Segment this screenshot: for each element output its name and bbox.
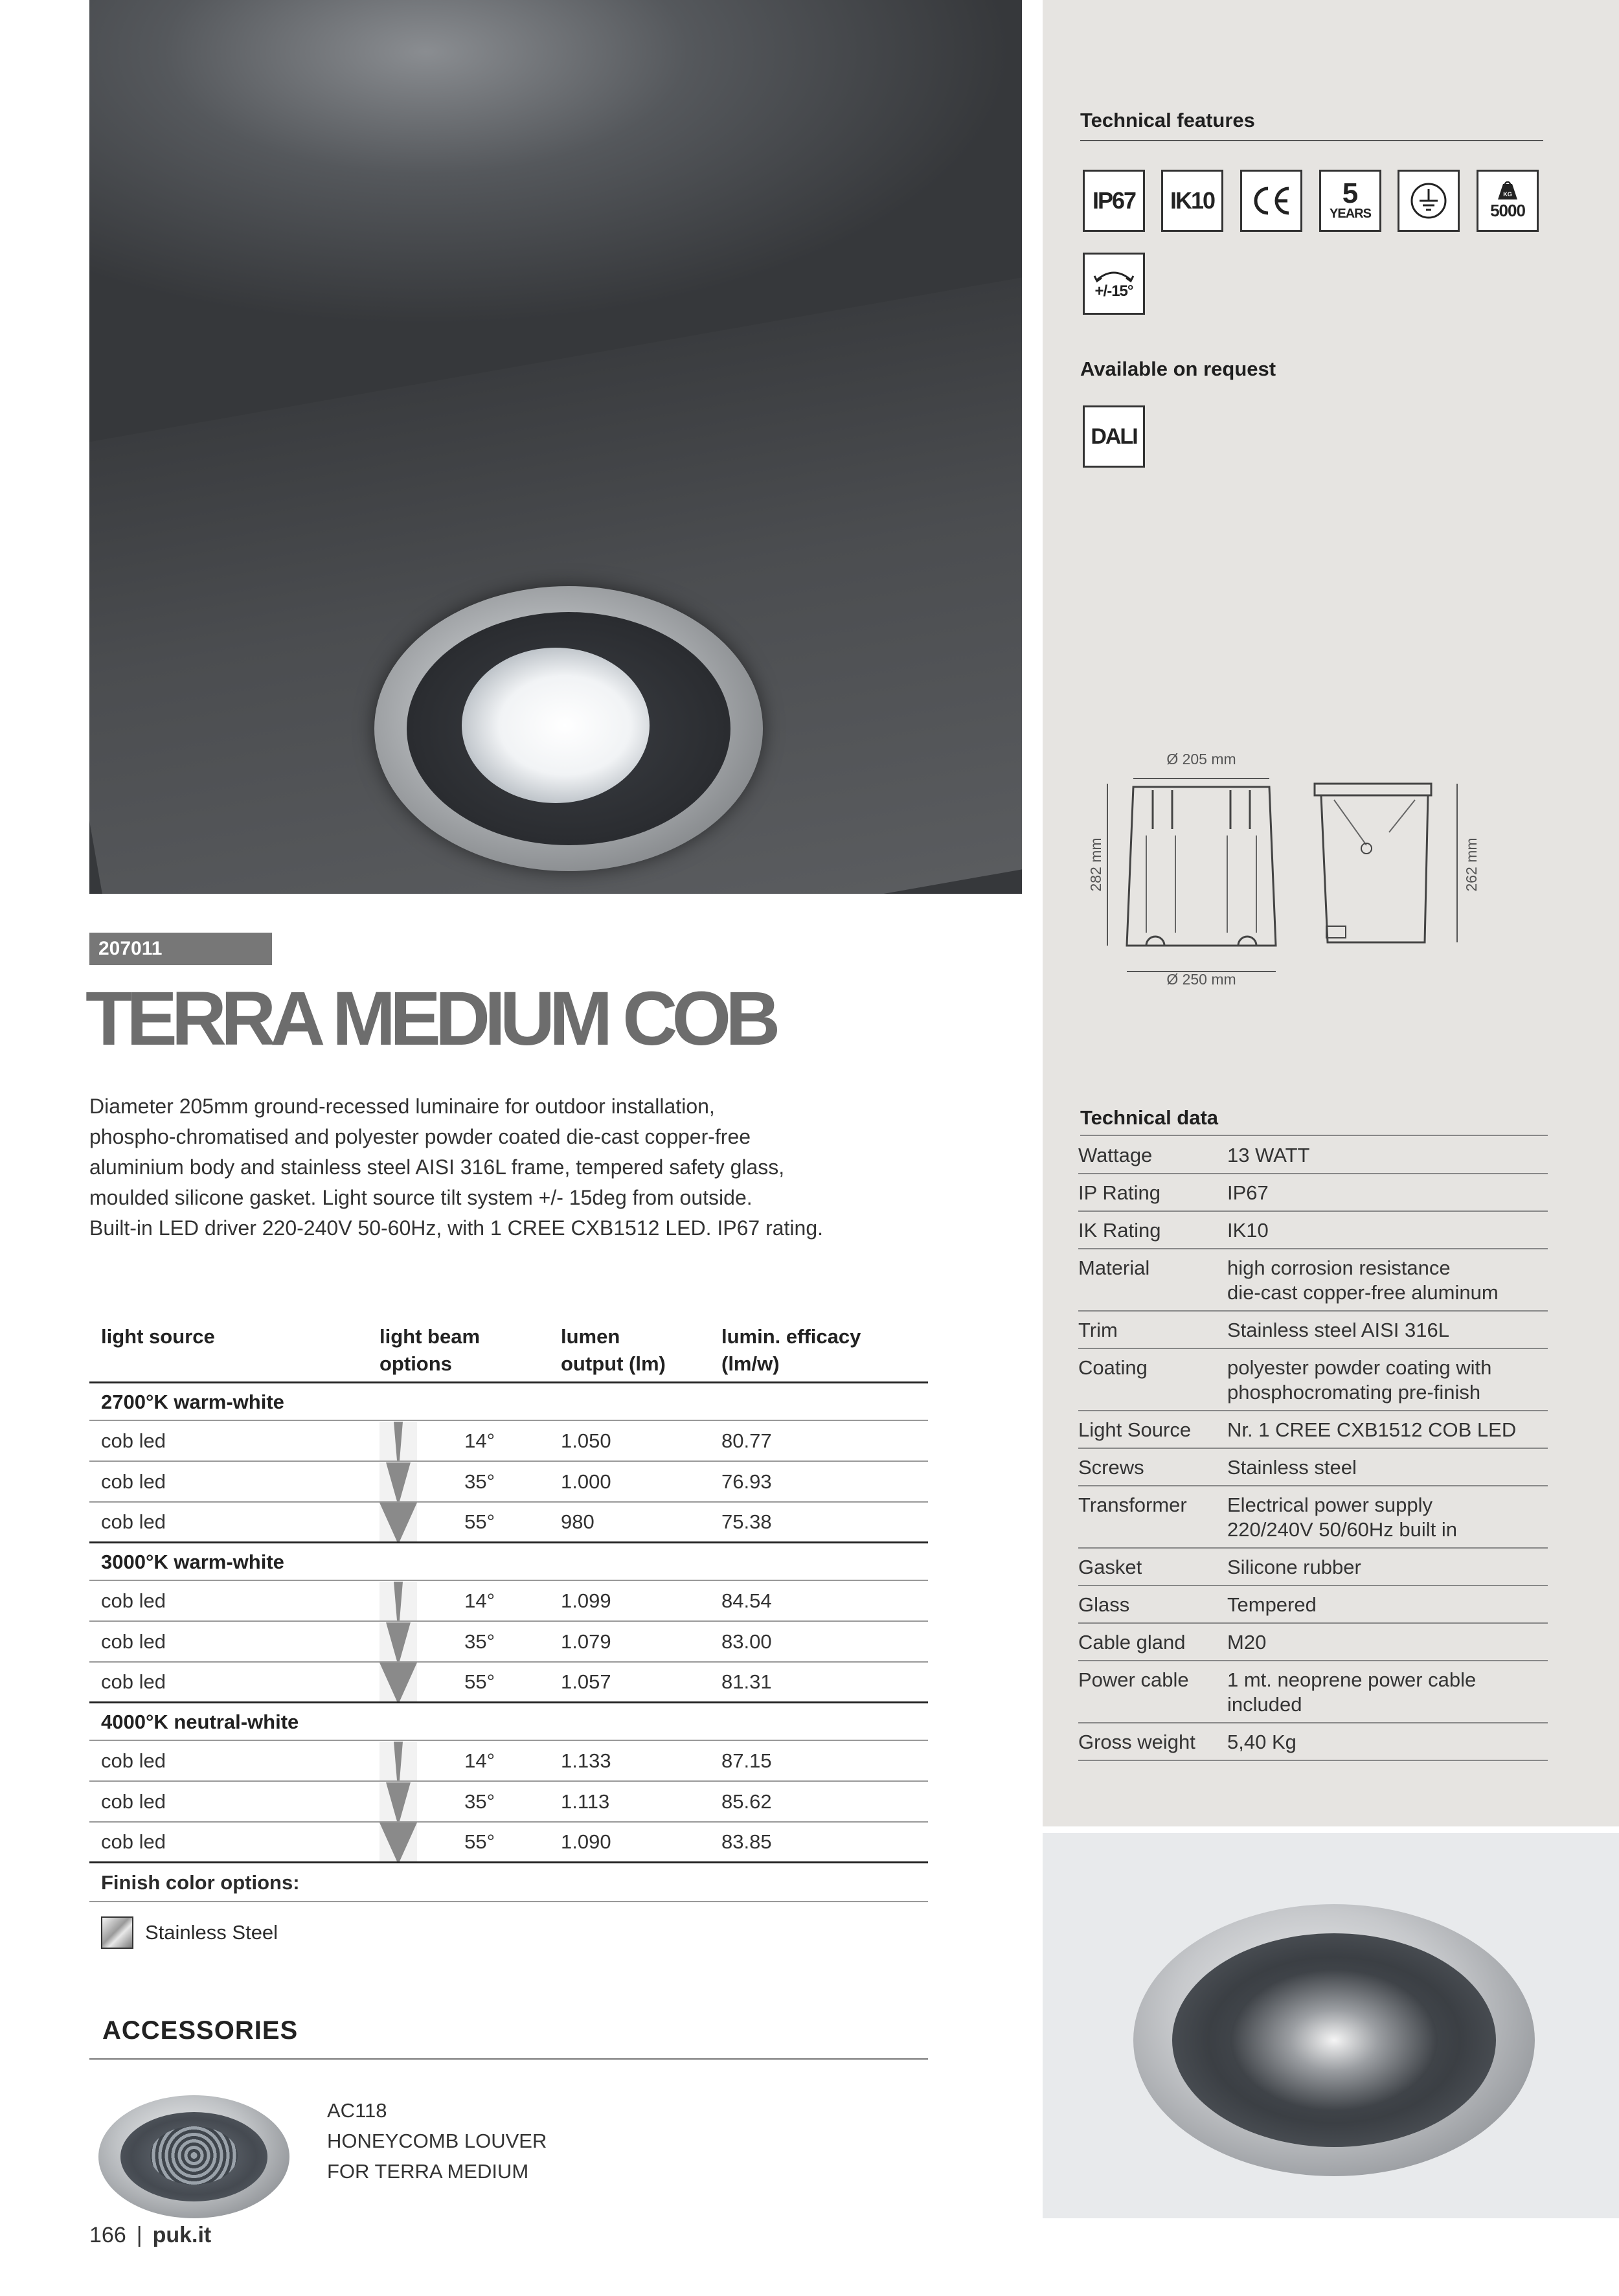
beam-angle-icon [379, 1462, 417, 1501]
light-beam-cell [379, 1823, 561, 1861]
technical-data-key: Wattage [1078, 1144, 1153, 1166]
technical-data-value [1227, 1668, 1548, 1717]
lit-fixture [374, 586, 763, 871]
beam-angle-icon [379, 1663, 417, 1701]
light-source-specs-table [89, 1318, 928, 1949]
color-temperature-group-title: 2700°K warm-white [89, 1383, 928, 1421]
description-line: Built-in LED driver 220-240V 50-60Hz, with 1 CREE CXB1512 LED. IP67 rating. [89, 1216, 823, 1240]
fixture-light [462, 648, 650, 803]
specs-row [89, 1462, 928, 1503]
technical-data-row [1078, 1137, 1548, 1174]
technical-data-value-line: 220/240V 50/60Hz built in [1227, 1518, 1458, 1541]
header-efficacy-line1: lumin. efficacy [721, 1325, 861, 1348]
warranty-number: 5 [1342, 177, 1359, 209]
efficacy-cell: 76.93 [721, 1470, 772, 1493]
technical-data-value [1227, 1356, 1548, 1405]
beam-angle-label: 55° [464, 1510, 495, 1533]
technical-data-value-line: phosphocromating pre-finish [1227, 1381, 1481, 1404]
ground-symbol [1409, 181, 1448, 220]
light-beam-cell [379, 1503, 561, 1541]
specs-row [89, 1782, 928, 1823]
efficacy-cell: 84.54 [721, 1589, 772, 1612]
technical-data-table [1078, 1137, 1548, 1761]
technical-data-value [1227, 1318, 1548, 1343]
product-title: TERRA MEDIUM COB [85, 976, 775, 1062]
technical-data-value-line: die-cast copper-free aluminum [1227, 1281, 1499, 1304]
technical-data-value-line: IP67 [1227, 1181, 1269, 1204]
beam-angle-label: 14° [464, 1589, 495, 1612]
header-lumen [561, 1323, 721, 1378]
technical-data-value-line: Stainless steel [1227, 1456, 1357, 1479]
technical-data-row [1078, 1249, 1548, 1312]
technical-data-title: Technical data [1080, 1106, 1219, 1129]
header-light-beam-line2: options [379, 1352, 452, 1375]
technical-data-key: Screws [1078, 1456, 1144, 1479]
lumen-output-cell: 1.113 [561, 1790, 610, 1813]
specs-row [89, 1503, 928, 1543]
beam-angle-icon [379, 1503, 417, 1541]
specs-row [89, 1421, 928, 1462]
header-light-source: light source [101, 1325, 215, 1348]
technical-data-value [1227, 1493, 1548, 1542]
lumen-output-cell: 980 [561, 1510, 594, 1533]
dali-icon [1083, 405, 1145, 468]
efficacy-cell: 81.31 [721, 1670, 772, 1693]
ip67-label: IP67 [1092, 187, 1136, 214]
finish-options-title: Finish color options: [89, 1863, 928, 1902]
warranty-unit: YEARS [1330, 206, 1371, 221]
beam-angle-label: 55° [464, 1670, 495, 1693]
technical-data-row [1078, 1549, 1548, 1586]
beam-angle-icon [379, 1422, 417, 1461]
right-height-label: 262 mm [1463, 837, 1480, 892]
tilt-arrow [1093, 267, 1135, 282]
beam-angle-label: 14° [464, 1429, 495, 1452]
technical-data-value [1227, 1730, 1548, 1755]
side-body [1321, 795, 1428, 942]
specs-row [89, 1663, 928, 1703]
technical-data-key: Coating [1078, 1356, 1148, 1379]
lumen-output-cell: 1.099 [561, 1589, 611, 1612]
technical-data-value [1227, 1256, 1548, 1305]
technical-data-rule [1080, 1135, 1548, 1136]
technical-data-value-line: M20 [1227, 1631, 1267, 1654]
light-source-cell: cob led [101, 1830, 166, 1853]
header-light-beam-line1: light beam [379, 1325, 481, 1348]
technical-data-value-line: Stainless steel AISI 316L [1227, 1319, 1449, 1341]
specs-header-row [89, 1318, 928, 1383]
ground-icon [1398, 170, 1460, 232]
accessories-title: ACCESSORIES [102, 2016, 299, 2045]
honeycomb-louver-image [98, 2095, 289, 2218]
technical-data-row [1078, 1723, 1548, 1761]
technical-data-row [1078, 1312, 1548, 1349]
light-beam-cell [379, 1622, 561, 1661]
beam-angle-icon [379, 1782, 417, 1821]
accessory-description [327, 2095, 547, 2187]
technical-data-key: Light Source [1078, 1418, 1192, 1441]
light-source-cell: cob led [101, 1790, 166, 1813]
ce-mark-graphic [1249, 185, 1294, 217]
light-source-cell: cob led [101, 1589, 166, 1612]
warranty-icon [1319, 170, 1381, 232]
light-beam-cell [379, 1782, 561, 1821]
technical-data-row [1078, 1449, 1548, 1486]
ik10-icon [1161, 170, 1223, 232]
technical-data-value [1227, 1555, 1548, 1580]
specs-row [89, 1622, 928, 1663]
page-footer [89, 2223, 211, 2248]
description-line: phospho-chromatised and polyester powder coated die-cast copper-free [89, 1125, 751, 1148]
beam-angle-icon [379, 1823, 417, 1861]
stainless-steel-swatch [101, 1916, 133, 1949]
technical-data-value-line: 5,40 Kg [1227, 1731, 1296, 1753]
technical-data-value-line: Tempered [1227, 1593, 1317, 1616]
beam-angle-label: 55° [464, 1830, 495, 1853]
footer-site[interactable]: puk.it [152, 2223, 212, 2247]
technical-data-value-line: Nr. 1 CREE CXB1512 COB LED [1227, 1418, 1517, 1441]
product-code-badge: 207011 [89, 933, 272, 965]
light-beam-cell [379, 1462, 561, 1501]
fixture-closeup-photo [1043, 1833, 1619, 2218]
light-source-cell: cob led [101, 1749, 166, 1772]
technical-data-value-line: Electrical power supply [1227, 1494, 1433, 1516]
ce-mark-icon [1240, 170, 1302, 232]
header-lumen-line1: lumen [561, 1325, 620, 1348]
technical-data-value-line: polyester powder coating with [1227, 1356, 1492, 1379]
bottom-diameter-label: Ø 250 mm [1166, 971, 1236, 984]
lumen-output-cell: 1.079 [561, 1630, 611, 1653]
technical-data-value-line: 1 mt. neoprene power cable [1227, 1668, 1477, 1691]
weight-load-icon [1477, 170, 1539, 232]
technical-data-key: Transformer [1078, 1494, 1187, 1516]
technical-data-row [1078, 1586, 1548, 1624]
accessory-code: AC118 [327, 2099, 387, 2122]
beam-angle-label: 14° [464, 1749, 495, 1772]
description-line: moulded silicone gasket. Light source tilt system +/- 15deg from outside. [89, 1186, 753, 1209]
technical-data-row [1078, 1486, 1548, 1549]
technical-data-key: Gross weight [1078, 1731, 1195, 1753]
weight-value: 5000 [1490, 200, 1525, 220]
tilt-icon [1083, 253, 1145, 315]
louver-honeycomb [150, 2126, 238, 2185]
beam-angle-label: 35° [464, 1470, 495, 1493]
technical-data-value-line: Silicone rubber [1227, 1556, 1361, 1578]
specs-groups [89, 1383, 928, 1863]
light-beam-cell [379, 1742, 561, 1780]
light-source-cell: cob led [101, 1510, 166, 1533]
light-beam-cell [379, 1663, 561, 1701]
body-feet [1146, 937, 1256, 946]
finish-option [89, 1902, 928, 1949]
closeup-reflector [1230, 1969, 1438, 2111]
technical-data-row [1078, 1661, 1548, 1723]
beam-angle-icon [379, 1582, 417, 1620]
side-flange [1315, 784, 1431, 795]
technical-data-value [1227, 1418, 1548, 1442]
technical-data-value-line: high corrosion resistance [1227, 1256, 1451, 1279]
weight-symbol [1497, 181, 1519, 201]
top-diameter-label: Ø 205 mm [1166, 751, 1236, 767]
technical-data-row [1078, 1212, 1548, 1249]
color-temperature-group-title: 3000°K warm-white [89, 1543, 928, 1581]
header-efficacy [721, 1323, 928, 1378]
lumen-output-cell: 1.050 [561, 1429, 611, 1452]
description-line: Diameter 205mm ground-recessed luminaire for outdoor installation, [89, 1095, 715, 1118]
description-line: aluminium body and stainless steel AISI 316L frame, tempered safety glass, [89, 1155, 785, 1179]
available-on-request-title: Available on request [1080, 358, 1276, 380]
technical-features-title: Technical features [1080, 109, 1255, 131]
light-beam-cell [379, 1582, 561, 1620]
header-efficacy-line2: (lm/w) [721, 1352, 780, 1375]
lumen-output-cell: 1.057 [561, 1670, 611, 1693]
efficacy-cell: 87.15 [721, 1749, 772, 1772]
accessory-line: HONEYCOMB LOUVER [327, 2130, 547, 2152]
technical-data-value-line: IK10 [1227, 1219, 1269, 1242]
beam-angle-icon [379, 1742, 417, 1780]
dali-label: DALI [1091, 424, 1137, 449]
light-source-cell: cob led [101, 1470, 166, 1493]
technical-data-value [1227, 1143, 1548, 1168]
header-lumen-line2: output (lm) [561, 1352, 666, 1375]
technical-features-rule [1080, 140, 1543, 141]
technical-data-key: Glass [1078, 1593, 1130, 1616]
technical-data-key: Cable gland [1078, 1631, 1186, 1654]
technical-drawing [1056, 738, 1548, 984]
efficacy-cell: 75.38 [721, 1510, 772, 1533]
efficacy-cell: 83.85 [721, 1830, 772, 1853]
technical-data-key: IK Rating [1078, 1219, 1161, 1242]
lumen-output-cell: 1.133 [561, 1749, 611, 1772]
technical-data-value [1227, 1455, 1548, 1480]
technical-data-row [1078, 1624, 1548, 1661]
specs-row [89, 1581, 928, 1622]
technical-data-key: Power cable [1078, 1668, 1189, 1691]
technical-data-row [1078, 1349, 1548, 1411]
lumen-output-cell: 1.000 [561, 1470, 611, 1493]
beam-angle-label: 35° [464, 1790, 495, 1813]
ip67-icon [1083, 170, 1145, 232]
header-light-beam [379, 1323, 561, 1378]
technical-data-key: Material [1078, 1256, 1150, 1279]
technical-data-key: Trim [1078, 1319, 1118, 1341]
cable-gland [1326, 926, 1346, 938]
ik10-label: IK10 [1170, 187, 1215, 214]
technical-data-value [1227, 1630, 1548, 1655]
light-beam-cell [379, 1422, 561, 1461]
specs-row [89, 1823, 928, 1863]
technical-data-row [1078, 1411, 1548, 1449]
finish-option-label: Stainless Steel [145, 1921, 278, 1944]
footer-separator: | [136, 2223, 142, 2247]
accessory-line: FOR TERRA MEDIUM [327, 2160, 529, 2183]
body-outline [1127, 787, 1276, 946]
technical-data-value [1227, 1593, 1548, 1617]
technical-data-value [1227, 1181, 1548, 1205]
light-source-cell: cob led [101, 1670, 166, 1693]
technical-data-value [1227, 1218, 1548, 1243]
accessories-rule [89, 2058, 928, 2060]
side-internals [1334, 800, 1415, 845]
beam-angle-label: 35° [464, 1630, 495, 1653]
body-ribs [1153, 790, 1250, 829]
beam-angle-icon [379, 1622, 417, 1661]
light-source-cell: cob led [101, 1630, 166, 1653]
technical-data-value-line: included [1227, 1693, 1302, 1716]
technical-data-value-line: 13 WATT [1227, 1144, 1310, 1166]
closeup-fixture [1133, 1904, 1535, 2176]
light-source-cell: cob led [101, 1429, 166, 1452]
weight-badge: KG [1503, 190, 1512, 198]
specs-row [89, 1741, 928, 1782]
tilt-label: +/-15° [1094, 282, 1133, 300]
efficacy-cell: 85.62 [721, 1790, 772, 1813]
lumen-output-cell: 1.090 [561, 1830, 611, 1853]
page-number: 166 [89, 2223, 126, 2247]
efficacy-cell: 80.77 [721, 1429, 772, 1452]
technical-data-key: Gasket [1078, 1556, 1142, 1578]
technical-data-key: IP Rating [1078, 1181, 1160, 1204]
product-hero-photo [89, 0, 1022, 894]
technical-data-row [1078, 1174, 1548, 1212]
product-description [89, 1091, 938, 1244]
efficacy-cell: 83.00 [721, 1630, 772, 1653]
body-lines [1146, 835, 1256, 933]
left-height-label: 282 mm [1087, 837, 1104, 892]
color-temperature-group-title: 4000°K neutral-white [89, 1703, 928, 1741]
